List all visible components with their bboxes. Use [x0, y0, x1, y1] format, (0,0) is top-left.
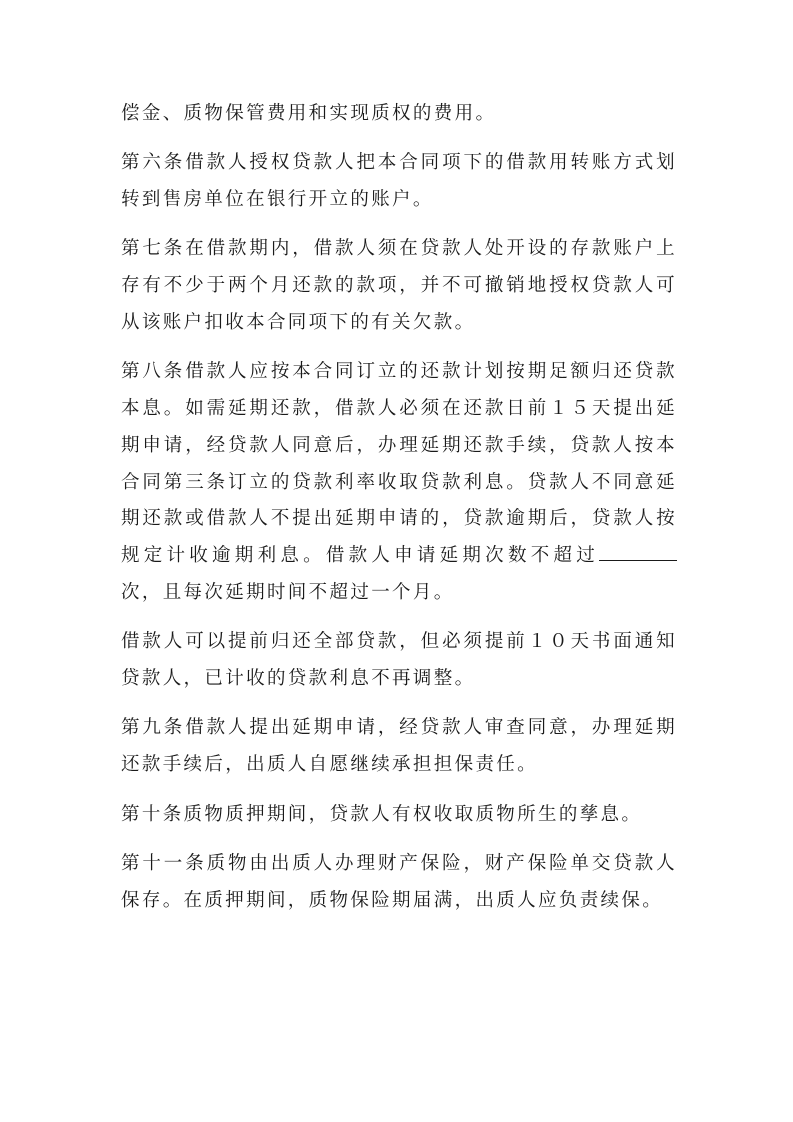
paragraph-early-repayment	[121, 624, 677, 698]
paragraph-text: 第七条在借款期内，借款人须在贷款人处开设的存款账户上存有不少于两个月还款的款项，并不可撤销地授权贷款人可从该账户扣收本合同项下的有关欠款。	[121, 238, 677, 333]
paragraph-text: 第十条质物质押期间，贷款人有权收取质物所生的孳息。	[121, 803, 643, 825]
paragraph-text: 第八条借款人应按本合同订立的还款计划按期足额归还贷款本息。如需延期还款，借款人必须在还款日前１５天提出延期申请，经贷款人同意后，办理延期还款手续，贷款人按本合同第三条订立的贷款利率收取贷款利息。贷款人不同意延期还款或借款人不提出延期申请的，贷款逾期后，贷款人按规定计收逾期利息。借款人申请延期次数不超过	[121, 361, 677, 567]
paragraph-text: 借款人可以提前归还全部贷款，但必须提前１０天书面通知贷款人，已计收的贷款利息不再调整。	[121, 631, 677, 690]
paragraph-text: 偿金、质物保管费用和实现质权的费用。	[121, 103, 497, 124]
paragraph-article-8	[121, 354, 677, 612]
paragraph-article-10	[121, 797, 677, 834]
paragraph-compensation	[121, 96, 677, 133]
paragraph-text: 第十一条质物由出质人办理财产保险，财产保险单交贷款人保存。在质押期间，质物保险期届满，出质人应负责续保。	[121, 852, 677, 911]
paragraph-text: 第九条借款人提出延期申请，经贷款人审查同意，办理延期还款手续后，出质人自愿继续承担担保责任。	[121, 717, 677, 776]
paragraph-text: 第六条借款人授权贷款人把本合同项下的借款用转账方式划转到售房单位在银行开立的账户。	[121, 152, 677, 211]
paragraph-text-after-blank: 次，且每次延期时间不超过一个月。	[121, 582, 455, 604]
paragraph-article-11	[121, 846, 677, 920]
paragraph-article-7	[121, 231, 677, 341]
paragraph-article-6	[121, 145, 677, 219]
fill-in-blank[interactable]	[599, 541, 677, 561]
paragraph-article-9	[121, 710, 677, 784]
document-body	[121, 96, 677, 932]
